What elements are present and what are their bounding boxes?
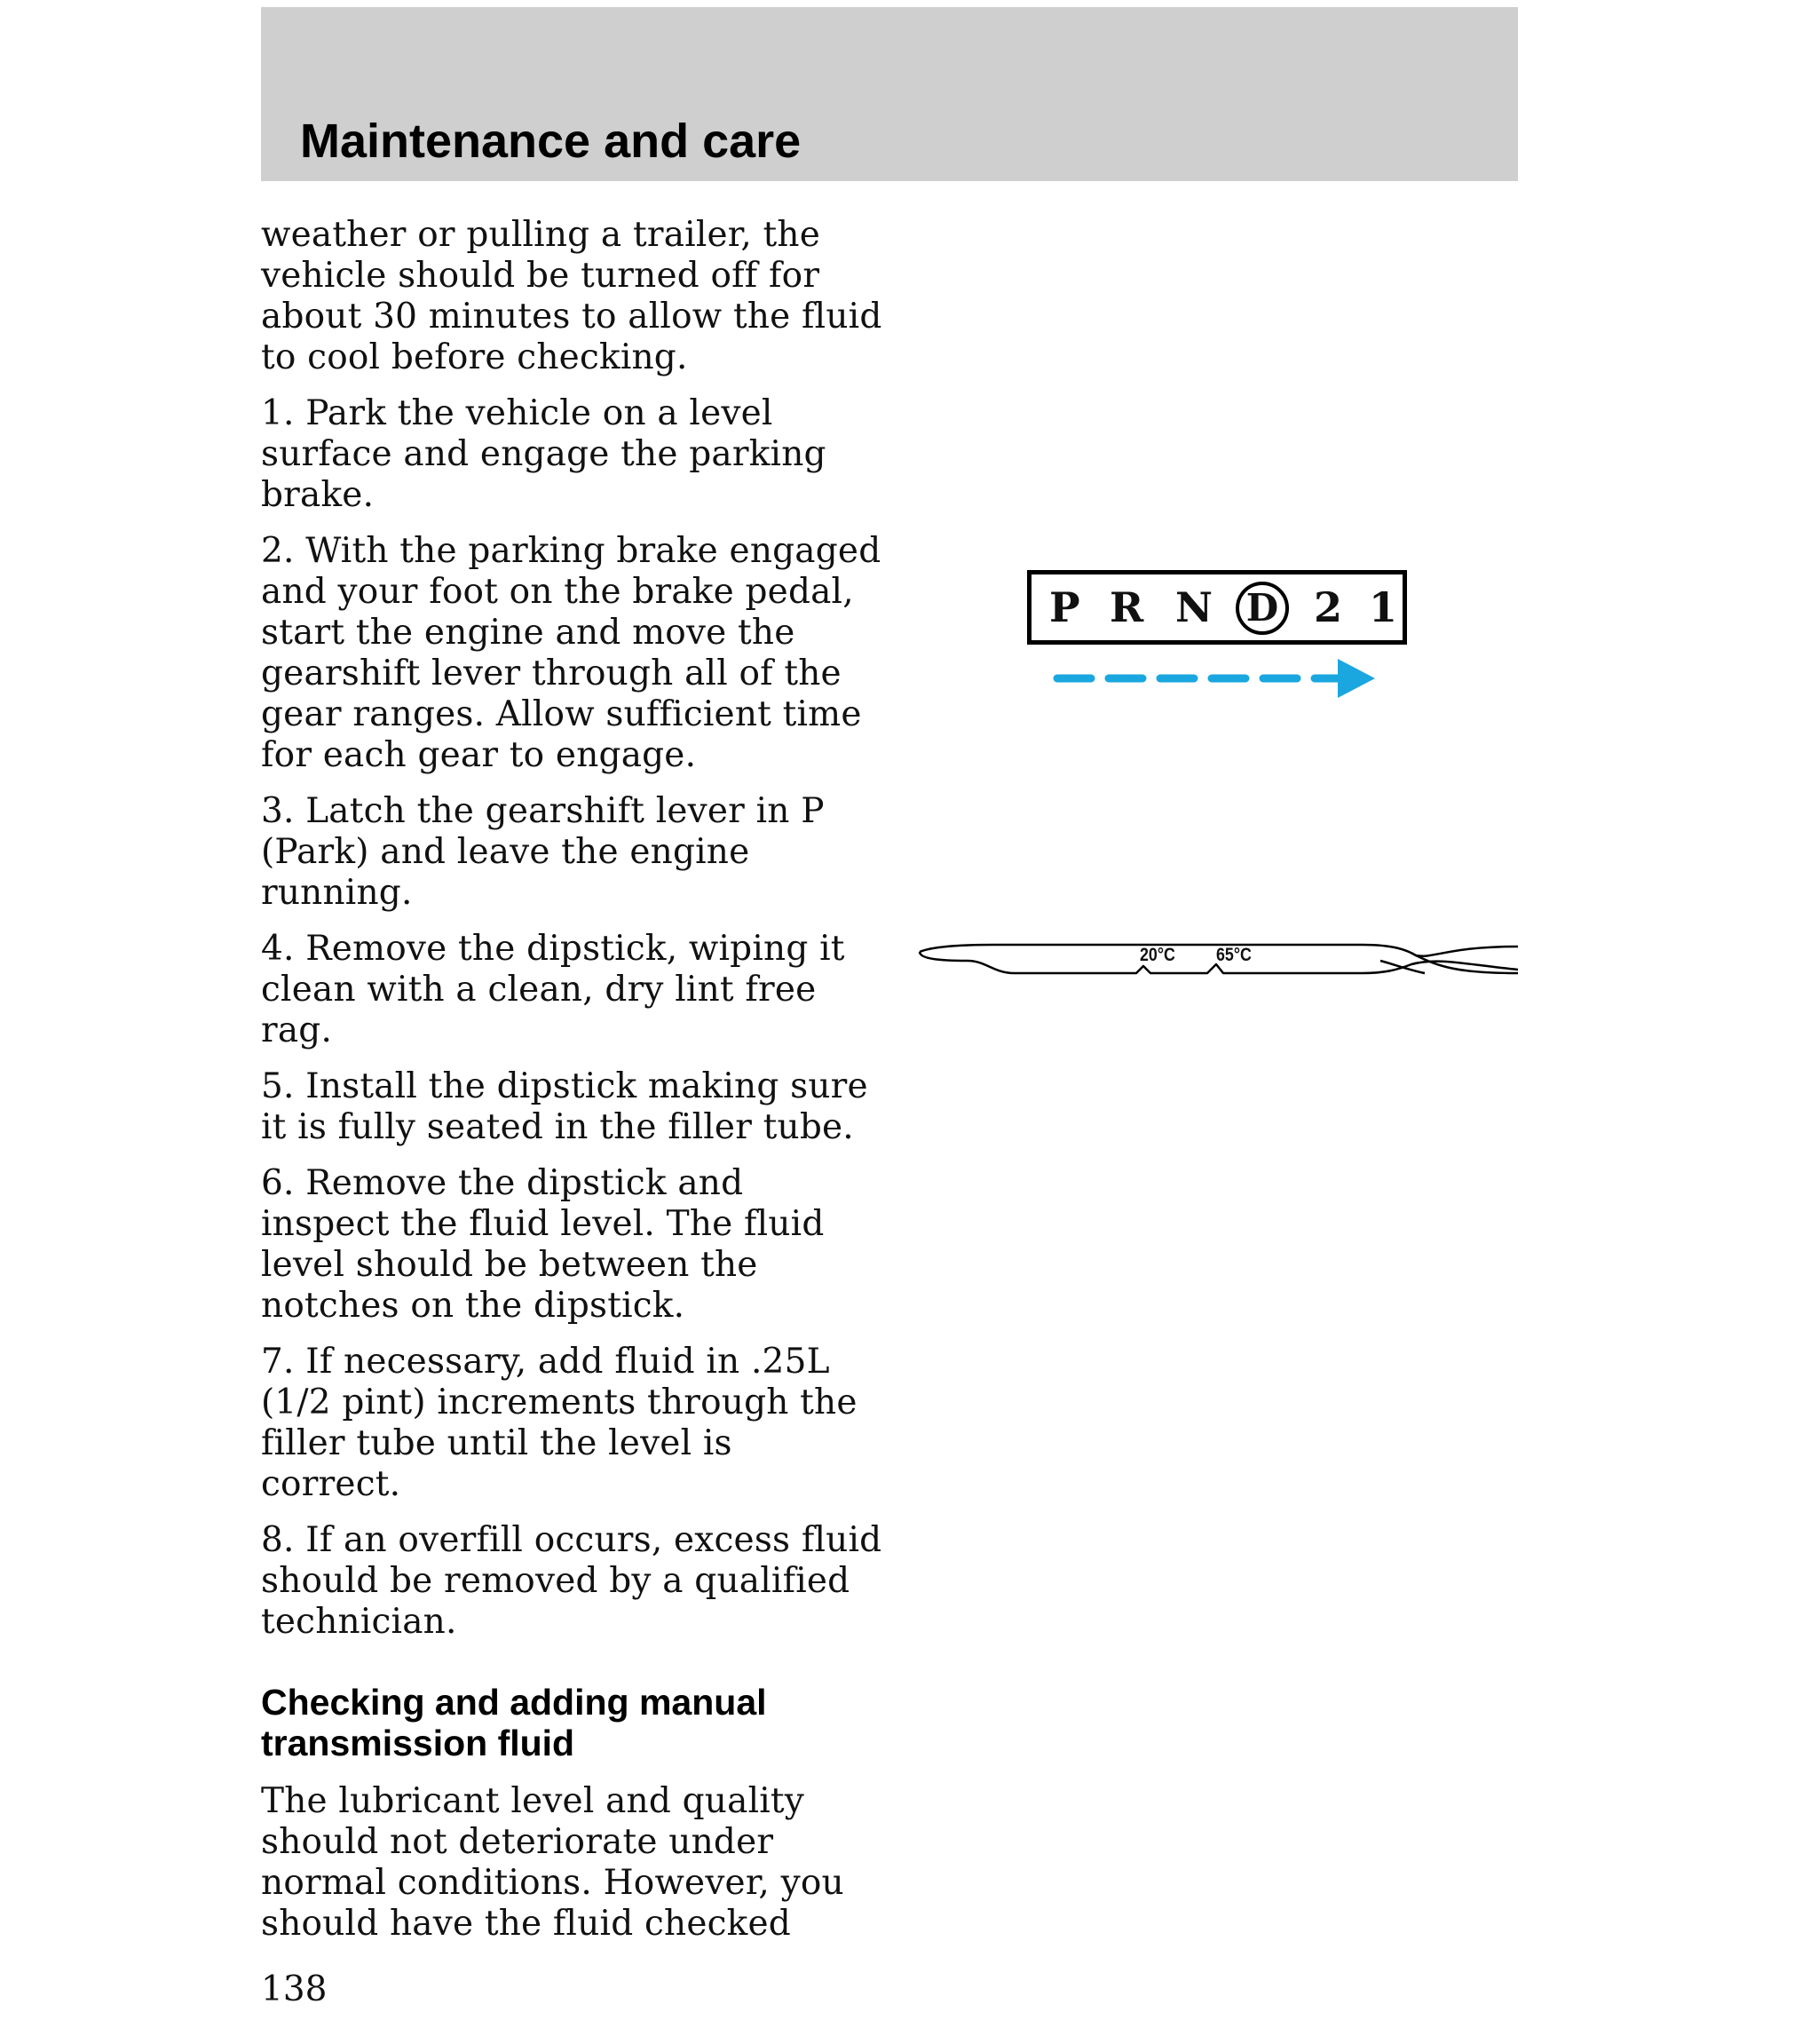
main-column [261, 215, 882, 1960]
section-title: Maintenance and care [300, 115, 802, 168]
gear-n: N [1175, 583, 1213, 631]
gear-r: R [1110, 583, 1144, 631]
gear-indicator [1027, 570, 1407, 645]
step-1: 1. Park the vehicle on a level surface and engage the parking brake. [261, 393, 826, 515]
dipstick-mark-high: 65°C [1216, 945, 1252, 965]
step-3: 3. Latch the gearshift lever in P (Park) and leave the engine running. [261, 791, 825, 913]
gear-1: 1 [1369, 583, 1398, 631]
header-bar [261, 7, 1518, 181]
step-4: 4. Remove the dipstick, wiping it clean with a clean, dry lint free rag. [261, 929, 845, 1050]
step-8: 8. If an overfill occurs, excess fluid should be removed by a qualified technician. [261, 1520, 882, 1642]
page-number: 138 [261, 1969, 328, 2009]
step-7: 7. If necessary, add fluid in .25L (1/2 pint) increments through the filler tube until the level is correct. [261, 1342, 858, 1504]
closing-paragraph: The lubricant level and quality should not deteriorate under normal conditions. However, you should have the fluid checked [261, 1781, 844, 1944]
dashed-arrow-right-icon [1052, 655, 1389, 701]
dipstick-mark-low: 20°C [1140, 945, 1175, 965]
gear-d-selected: D [1236, 582, 1289, 635]
step-2: 2. With the parking brake engaged and your foot on the brake pedal, start the engine and move the gearshift lever through all of the gear ranges. Allow sufficient time for each gear to engage. [261, 531, 881, 775]
step-5: 5. Install the dipstick making sure it is fully seated in the filler tube. [261, 1066, 868, 1147]
gear-p: P [1049, 583, 1080, 631]
subheading-manual-transmission: Checking and adding manual transmission fluid [261, 1682, 767, 1763]
gear-2: 2 [1314, 583, 1343, 631]
step-6: 6. Remove the dipstick and inspect the fluid level. The fluid level should be between the notches on the dipstick. [261, 1163, 825, 1326]
paragraph: weather or pulling a trailer, the vehicle should be turned off for about 30 minutes to allow the fluid to cool before checking. [261, 215, 882, 377]
